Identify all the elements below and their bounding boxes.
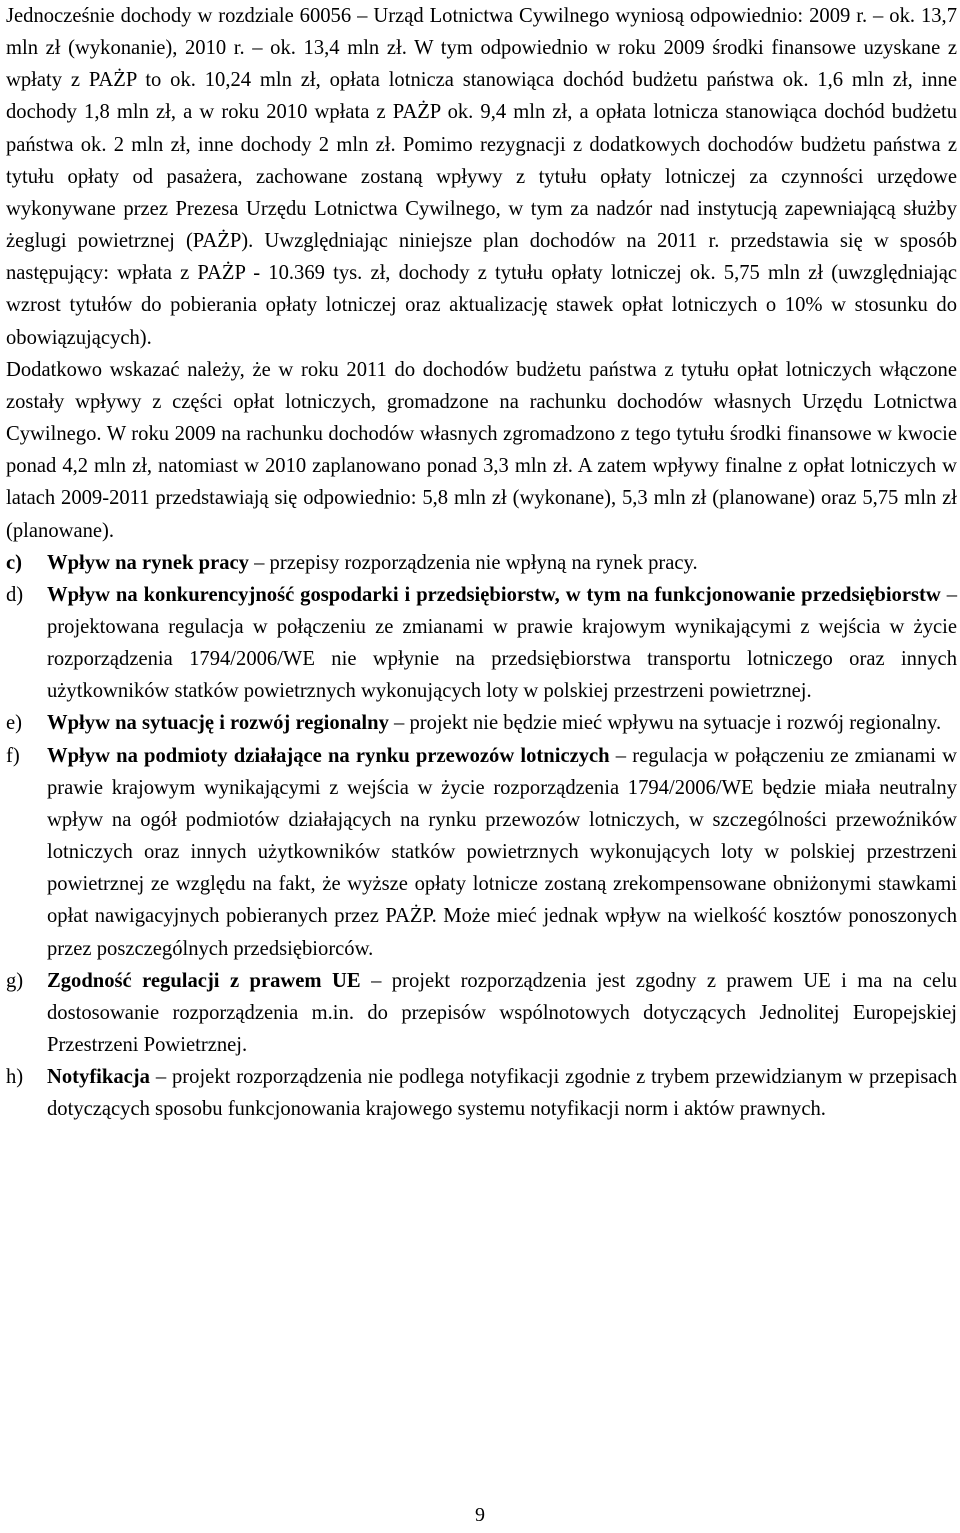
item-d-heading: Wpływ na konkurencyjność gospodarki i przedsiębiorstw, w tym na funkcjonowanie przedsiębiorstw — [47, 583, 941, 606]
item-e — [6, 707, 957, 739]
item-f-label: f) — [6, 744, 20, 767]
item-c-heading: Wpływ na rynek pracy — [47, 551, 249, 574]
item-g-text: – projekt rozporządzenia jest zgodny z prawem UE i ma na celu dostosowanie rozporządzenia m.in. do przepisów wspólnotowych dotyczących Jednolitej Europejskiej Przestrzeni Powietrznej. — [47, 969, 957, 1056]
item-h — [6, 1061, 957, 1125]
item-c — [6, 547, 957, 579]
document-page — [6, 0, 957, 1125]
item-e-heading: Wpływ na sytuację i rozwój regionalny — [47, 712, 389, 735]
item-g-heading: Zgodność regulacji z prawem UE — [47, 969, 361, 992]
item-c-text: – przepisy rozporządzenia nie wpłyną na rynek pracy. — [248, 551, 698, 574]
item-c-label: c) — [6, 551, 22, 574]
page-number: 9 — [475, 1504, 485, 1526]
item-g-label: g) — [6, 969, 24, 992]
item-e-label: e) — [6, 712, 22, 735]
item-h-heading: Notyfikacja — [47, 1066, 150, 1089]
item-h-label: h) — [6, 1066, 24, 1089]
item-d-label: d) — [6, 583, 24, 606]
item-f-heading: Wpływ na podmioty działające na rynku przewozów lotniczych — [47, 744, 610, 767]
paragraph-revenue: Jednocześnie dochody w rozdziale 60056 – Urząd Lotnictwa Cywilnego wyniosą odpowiednio: 2009 r. – ok. 13,7 mln zł (wykonanie), 2010 r. – ok. 13,4 mln zł. W tym odpowiednio w roku 2009 środki finansowe uzyskane z wpłaty z PAŻP to ok. 10,24 mln zł, opłata lotnicza stanowiąca dochód budżetu państwa ok. 1,6 mln zł, inne dochody 1,8 mln zł, a w roku 2010 wpłata z PAŻP ok. 9,4 mln zł, a opłata lotnicza stanowiąca dochód budżetu państwa ok. 2 mln zł, inne dochody 2 mln zł. Pomimo rezygnacji z dodatkowych dochodów budżetu państwa z tytułu opłaty od pasażera, zachowane zostaną wpływy z tytułu opłaty lotniczej za czynności urzędowe wykonywane przez Prezesa Urzędu Lotnictwa Cywilnego, w tym za nadzór nad instytucją zapewniającą służby żeglugi powietrznej (PAŻP). Uwzględniając niniejsze plan dochodów na 2011 r. przedstawia się w sposób następujący: wpłata z PAŻP - 10.369 tys. zł, dochody z tytułu opłaty lotniczej ok. 5,75 mln zł (uwzględniając wzrost tytułów do pobierania opłaty lotniczej oraz aktualizację stawek opłat lotniczych o 10% w stosunku do obowiązujących). — [6, 5, 957, 349]
item-f-text: – regulacja w połączeniu ze zmianami w prawie krajowym wynikającymi z wejścia w życie rozporządzenia 1794/2006/WE będzie miała neutralny wpływ na ogół podmiotów działających na rynku przewozów lotniczych, w szczególności przewoźników lotniczych oraz innych użytkowników statków powietrznych wykonujących loty w polskiej przestrzeni powietrznej ze względu na fakt, że wyższe opłaty lotnicze zostaną zrekompensowane obniżonymi stawkami opłat nawigacyjnych pobieranych przez PAŻP. Może mieć jednak wpływ na wielkość kosztów ponoszonych przez poszczególnych przedsiębiorców. — [47, 744, 957, 960]
item-g — [6, 965, 957, 1061]
item-h-text: – projekt rozporządzenia nie podlega notyfikacji zgodnie z trybem przewidzianym w przepisach dotyczących sposobu funkcjonowania krajowego systemu notyfikacji norm i aktów prawnych. — [47, 1066, 957, 1121]
item-e-text: – projekt nie będzie mieć wpływu na sytuacje i rozwój regionalny. — [388, 712, 942, 735]
item-d — [6, 579, 957, 708]
item-d-text: – projektowana regulacja w połączeniu ze zmianami w prawie krajowym wynikającymi z wejścia w życie rozporządzenia 1794/2006/WE nie wpłynie na przedsiębiorstwa transportu lotniczego oraz innych użytkowników statków powietrznych wykonujących loty w polskiej przestrzeni powietrznej. — [47, 583, 957, 703]
paragraph-additional: Dodatkowo wskazać należy, że w roku 2011 do dochodów budżetu państwa z tytułu opłat lotniczych włączone zostały wpływy z części opłat lotniczych, gromadzone na rachunku dochodów własnych Urzędu Lotnictwa Cywilnego. W roku 2009 na rachunku dochodów własnych zgromadzono z tego tytułu środki finansowe w kwocie ponad 4,2 mln zł, natomiast w 2010 zaplanowano ponad 3,3 mln zł. A zatem wpływy finalne z opłat lotniczych w latach 2009-2011 przedstawiają się odpowiednio: 5,8 mln zł (wykonane), 5,3 mln zł (planowane) oraz 5,75 mln zł (planowane). — [6, 358, 957, 542]
item-f — [6, 740, 957, 965]
